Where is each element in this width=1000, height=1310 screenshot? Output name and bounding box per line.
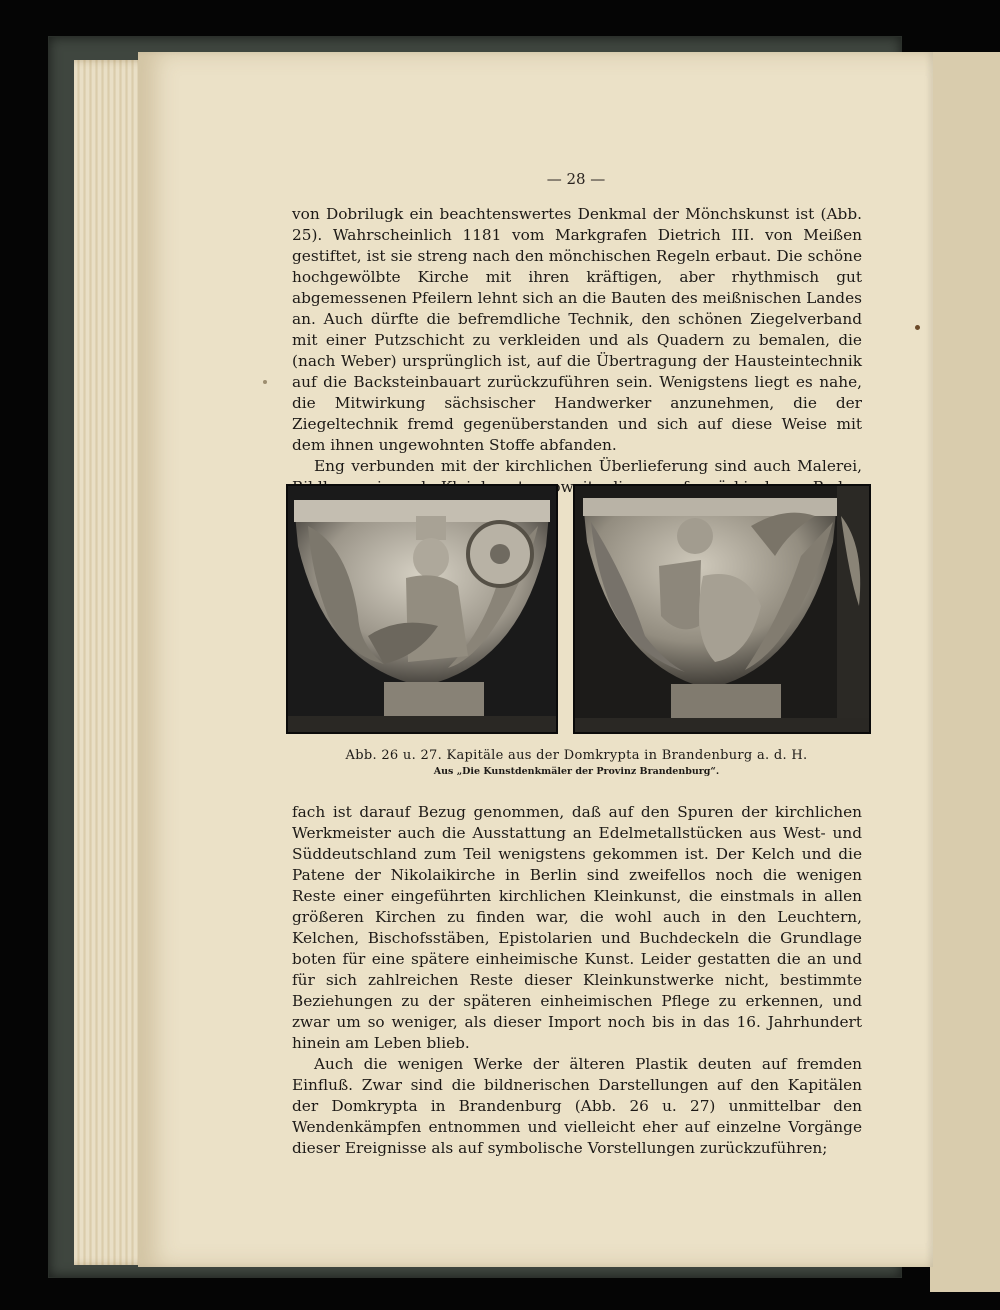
paragraph: fach ist darauf Bezug genommen, daß auf den Spuren der kirchlichen Werkmeister auch die Ausstattung an Edelmetallstücken aus West- und Süddeutschland zum Teil wenigstens gekommen ist. Der Kelch und die Patene der Nikolaikirche in Berlin sind zweifellos noch die wenigen Reste einer eingeführten kirchlichen Kleinkunst, die einstmals in allen größeren Kirchen zu finden war, die wohl auch in den Leuchtern, Kelchen, Bischofsstäben, Epistolarien und Buchdeckeln die Grundlage boten für eine spätere einheimische Kunst. Leider gestatten die an und für sich zahlreichen Reste dieser Kleinkunstwerke nicht, bestimmte Beziehungen zu der späteren einheimischen Pflege zu erkennen, und zwar um so weniger, als dieser Import noch bis in das 16. Jahrhundert hinein am Leben blieb. [292,803,862,1052]
capital-photo [288,486,556,732]
text-block-top [292,204,862,519]
paragraph: Eng verbunden mit der kirchlichen Überlieferung sind auch Malerei, soweit [314,457,862,496]
figure-source: Aus „Die Kunstdenkmäler der Provinz Brandenburg“. [433,766,720,777]
figure-capital-26 [286,484,558,734]
paper-spot [915,325,920,330]
paper-spot [263,380,267,384]
page-number: — 28 — [546,170,606,188]
text-block-bottom [292,802,862,1159]
facing-page-edge [930,52,1000,1292]
figure-capital-27 [573,484,871,734]
paragraph: von Dobrilugk ein beachtenswertes Denkmal der Mönchskunst ist (Abb. 25). Wahrscheinlich 1181 vom Markgrafen Dietrich III. von Meißen gestiftet, ist sie streng nach den mönchischen Regeln erbaut. Die schöne hochgewölbte Kirche mit ihren kräftigen, aber rhythmisch gut abgemessenen Pfeilern lehnt sich an die Bauten des meißnischen Landes an. Auch dürfte die befremdliche Technik, den schönen Ziegelverband mit einer Putzschicht zu verkleiden und als Quadern zu bemalen, die (nach Weber) ursprünglich ist, auf die Übertragung der Hausteintechnik auf die Backsteinbauart zurückzuführen sein. Wenigstens liegt es nahe, die Mitwirkung sächsischer Handwerker anzunehmen, die der Ziegeltechnik fremd gegenüberstanden und sich auf diese Weise mit dem ihnen ungewohnten Stoffe abfanden. [292,205,862,454]
paragraph: Auch die wenigen Werke der älteren Plastik deuten auf fremden Einfluß. Zwar sind die bildnerischen Darstellungen auf den Kapitälen der Domkrypta in Brandenburg (Abb. 26 u. 27) unmittelbar den Wendenkämpfen entnommen und vielleicht eher auf einzelne Vorgänge dieser Ereignisse als auf symbolische Vorstellungen zurückzuführen; [292,1055,862,1157]
figure-caption: Abb. 26 u. 27. Kapitäle aus der Domkrypta in Brandenburg a. d. H. [345,748,808,763]
capital-photo [575,486,869,732]
